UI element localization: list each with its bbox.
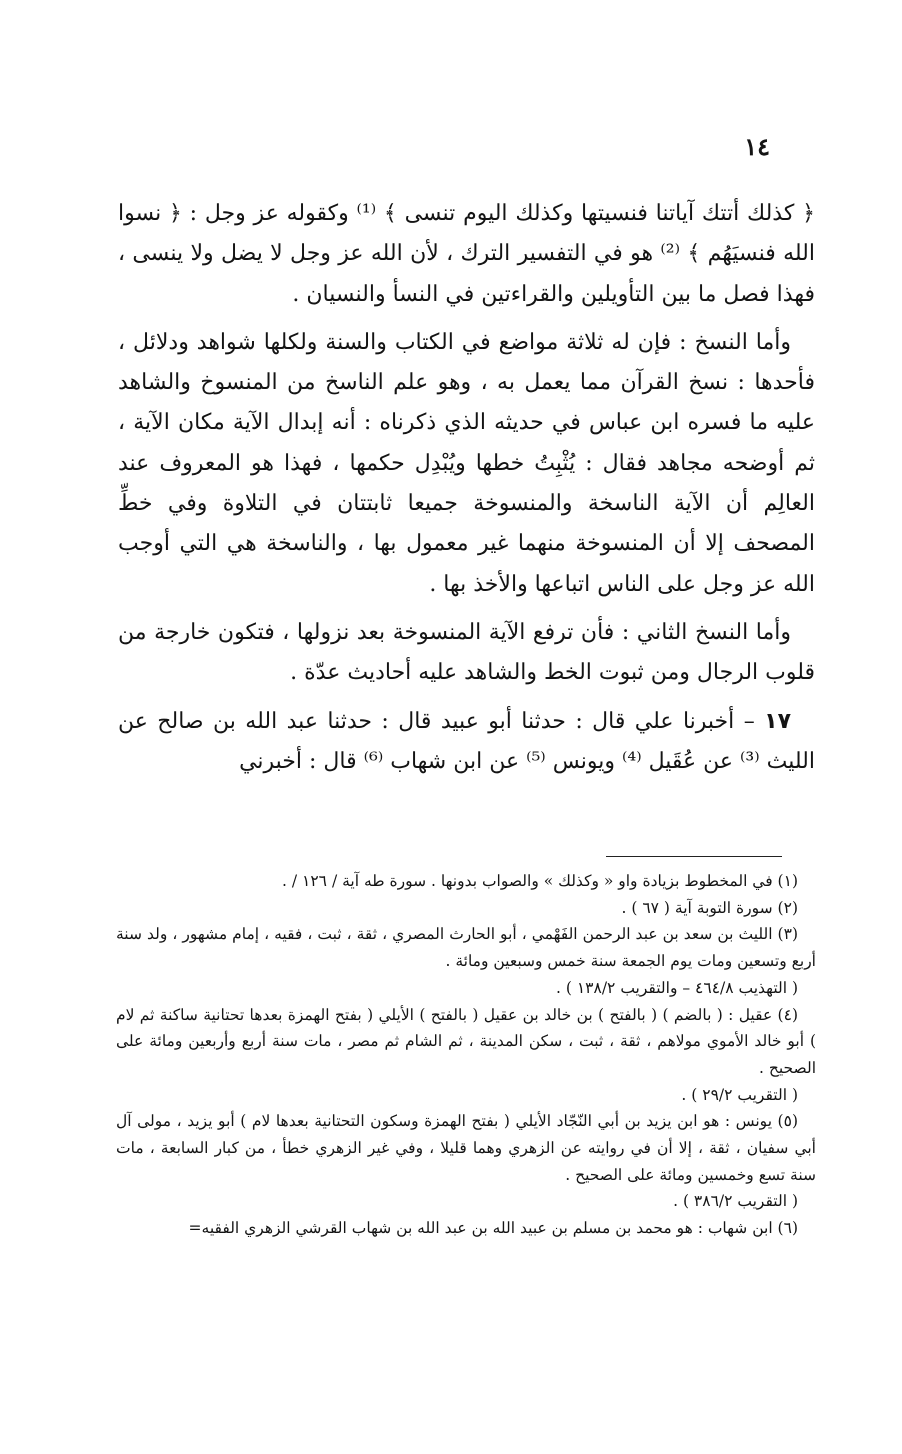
footnotes — [116, 868, 816, 1242]
paragraph-3: وأما النسخ الثاني : فأن ترفع الآية المنسوخة بعد نزولها ، فتكون خارجة من قلوب الرجال ومن ثبوت الخط والشاهد عليه أحاديث عدّة . — [118, 619, 815, 686]
footnote-5: (٥) يونس : هو ابن يزيد بن أبي النّجّاد الأيلي ( بفتح الهمزة وسكون التحتانية بعدها لام ) أبو يزيد ، مولى آل أبي سفيان ، ثقة ، إلا أن في روايته عن الزهري وهما قليلا ، وفي غير الزهري خطأ ، من كبار السابعة ، مات سنة تسع وخمسين ومائة على الصحيح . — [116, 1112, 816, 1184]
footnote-4-reference: ( التقريب ٢٩/٢ ) . — [681, 1085, 798, 1104]
footnote-5-reference: ( التقريب ٣٨٦/٢ ) . — [673, 1192, 798, 1211]
paragraph-1: ﴿ كذلك أتتك آياتنا فنسيتها وكذلك اليوم تنسى ﴾ ⁽¹⁾ وكقوله عز وجل : ﴿ نسوا الله فنسيَهُم ﴾ ⁽²⁾ هو في التفسير الترك ، لأن الله عز وجل لا يضل ولا ينسى ، فهذا فصل ما بين التأويلين والقراءتين في النسأ والنسيان . — [118, 201, 816, 307]
footnote-divider — [606, 856, 782, 857]
hadith-text: – أخبرنا علي قال : حدثنا أبو عبيد قال : حدثنا عبد الله بن صالح عن الليث ⁽³⁾ عن عُقَيل ⁽⁴⁾ ويونس ⁽⁵⁾ عن ابن شهاب ⁽⁶⁾ قال : أخبرني — [118, 708, 815, 774]
hadith-paragraph — [118, 702, 815, 783]
footnote-6: (٦) ابن شهاب : هو محمد بن مسلم بن عبيد الله بن عبد الله بن شهاب القرشي الزهري الفقيه= — [188, 1219, 798, 1238]
footnote-3-reference: ( التهذيب ٤٦٤/٨ – والتقريب ١٣٨/٢ ) . — [556, 978, 798, 997]
main-text — [118, 194, 815, 782]
hadith-number: ١٧ — [764, 708, 791, 734]
footnote-3: (٣) الليث بن سعد بن عبد الرحمن الفَهْمي ، أبو الحارث المصري ، ثقة ، ثبت ، فقيه ، إمام مشهور ، ولد سنة أربع وتسعين ومات يوم الجمعة سنة خمس وسبعين ومائة . — [116, 925, 816, 971]
footnote-1: (١) في المخطوط بزيادة واو « وكذلك » والصواب بدونها . سورة طه آية / ١٢٦ / . — [282, 872, 798, 890]
page-number: ١٤ — [744, 132, 770, 161]
footnote-4: (٤) عقيل : ( بالضم ) ( بالفتح ) بن خالد بن عقيل ( بالفتح ) الأيلي ( بفتح الهمزة بعدها تحتانية ساكنة ثم لام ) أبو خالد الأموي مولاهم ، ثقة ، ثبت ، سكن المدينة ، ثم الشام ثم مصر ، مات سنة أربع وأربعين ومائة على الصحيح . — [116, 1005, 816, 1077]
paragraph-2: وأما النسخ : فإن له ثلاثة مواضع في الكتاب والسنة ولكلها شواهد ودلائل ، فأحدها : نسخ القرآن مما يعمل به ، وهو علم الناسخ من المنسوخ والشاهد عليه ما فسره ابن عباس في حديثه الذي ذكرناه : أنه إبدال الآية مكان الآية ، ثم أوضحه مجاهد فقال : يُثْبِتُ خطها ويُبْدِل حكمها ، فهذا هو المعروف عند العالِم أن الآية الناسخة والمنسوخة جميعا ثابتتان في التلاوة وفي خطِّ المصحف إلا أن المنسوخة منهما غير معمول بها ، والناسخة هي التي أوجب الله عز وجل على الناس اتباعها والأخذ بها . — [118, 329, 815, 597]
footnote-2: (٢) سورة التوبة آية ( ٦٧ ) . — [621, 898, 798, 917]
